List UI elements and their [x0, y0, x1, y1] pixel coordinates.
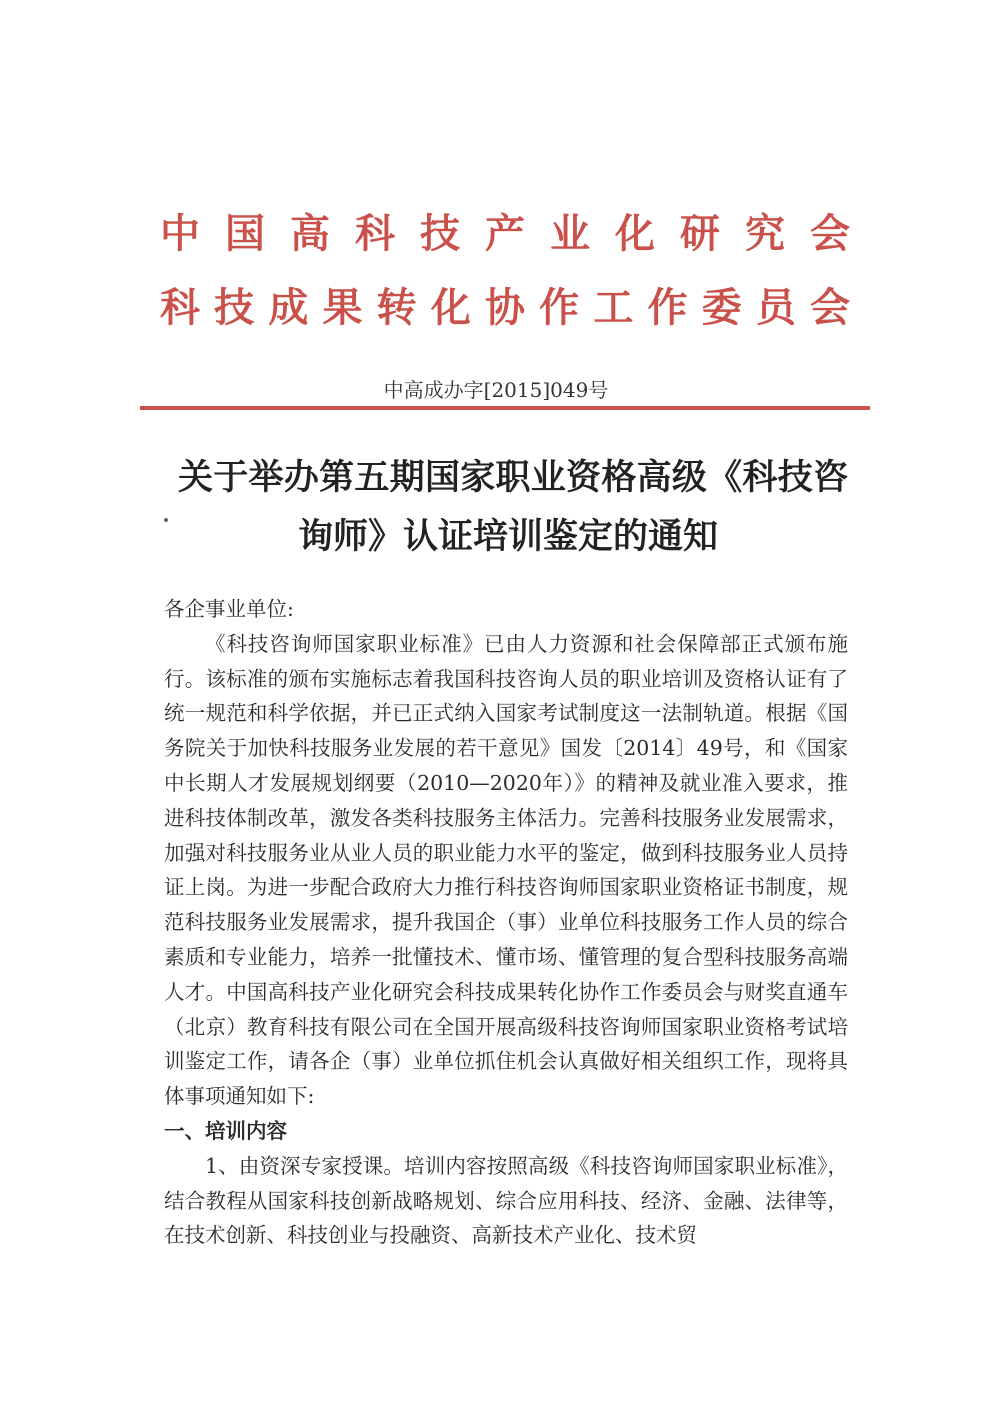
organization-name-line1: 中国高科技产业化研究会 — [160, 211, 850, 257]
document-number: 中高成办字[2015]049号 — [383, 378, 609, 402]
paragraph-intro: 《科技咨询师国家职业标准》已由人力资源和社会保障部正式颁布施行。该标准的颁布实施标志着我国科技咨询人员的职业培训及资格认证有了统一规范和科学依据，并已正式纳入国家考试制度这一法制轨道。根据《国务院关于加快科技服务业发展的若干意见》国发〔2014〕49号，和《国家中长期人才发展规划纲要（2010—2020年）》的精神及就业准入要求，推进科技体制改革，激发各类科技服务主体活力。完善科技服务业发展需求，加强对科技服务业从业人员的职业能力水平的鉴定，做到科技服务业人员持证上岗。为进一步配合政府大力推行科技咨询师国家职业资格证书制度，规范科技服务业发展需求，提升我国企（事）业单位科技服务工作人员的综合素质和专业能力，培养一批懂技术、懂市场、懂管理的复合型科技服务高端人才。中国高科技产业化研究会科技成果转化协作工作委员会与财奖直通车（北京）教育科技有限公司在全国开展高级科技咨询师国家职业资格考试培训鉴定工作，请各企（事）业单位抓住机会认真做好相关组织工作，现将具体事项通知如下: — [164, 631, 848, 1109]
notice-title-line2: 询师》认证培训鉴定的通知 — [298, 516, 719, 557]
section-heading-training-content: 一、培训内容 — [164, 1118, 287, 1143]
notice-body — [164, 592, 848, 1253]
notice-title-line1: 关于举办第五期国家职业资格高级《科技咨 — [178, 457, 848, 498]
paragraph-training-item-1: 1、由资深专家授课。培训内容按照高级《科技咨询师国家职业标准》，结合教程从国家科技创新战略规划、综合应用科技、经济、金融、法律等，在技术创新、科技创业与投融资、高新技术产业化、技术贸 — [164, 1153, 848, 1248]
organization-name-line2: 科技成果转化协作工作委员会 — [160, 285, 850, 331]
header-divider — [140, 406, 870, 410]
scan-speck — [164, 518, 168, 522]
salutation: 各企事业单位: — [164, 597, 294, 621]
